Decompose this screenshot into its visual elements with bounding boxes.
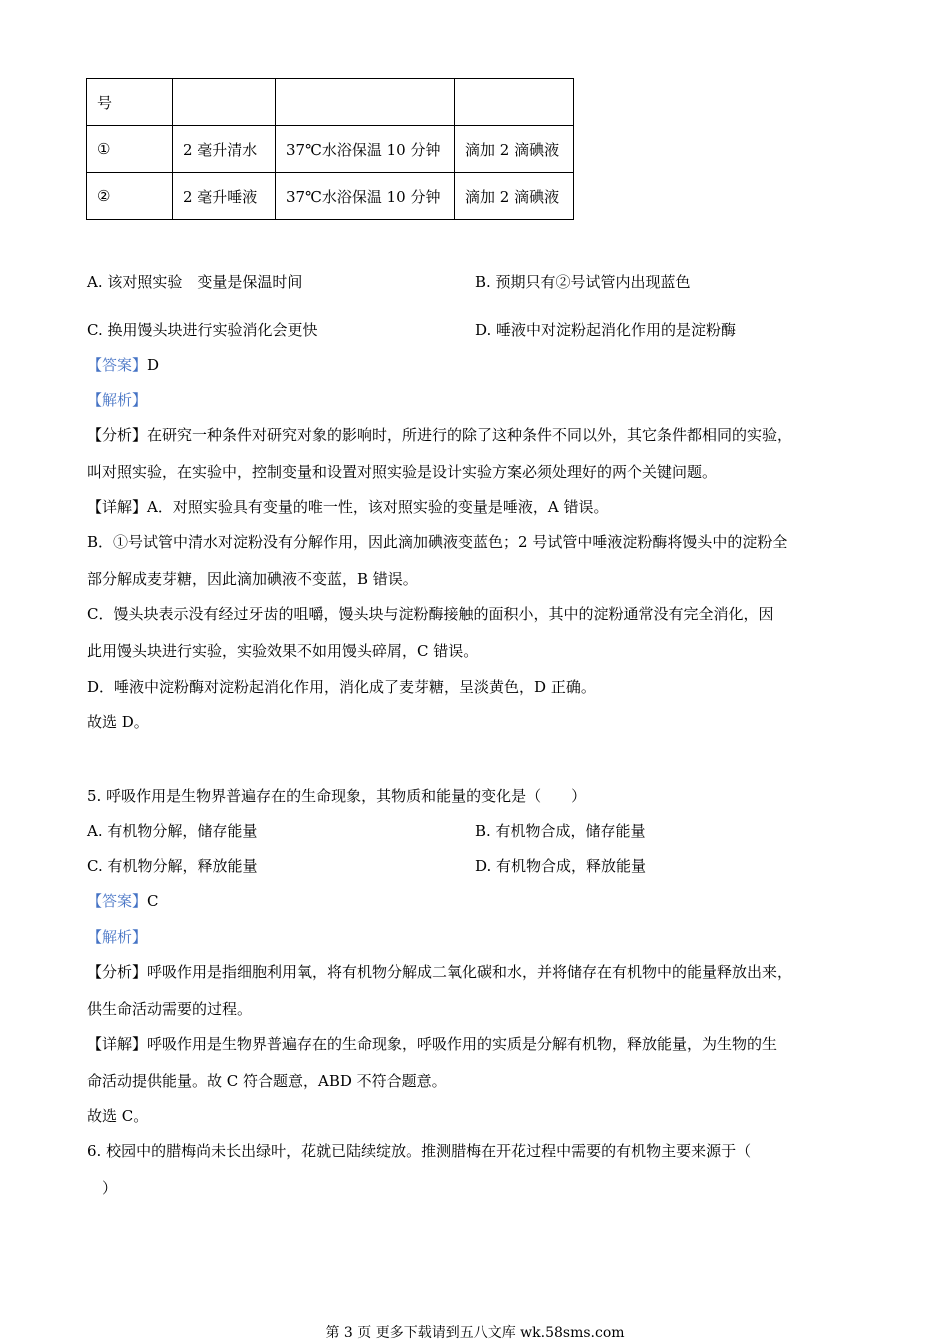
q4-xiangjie-c-2: 此用馒头块进行实验，实验效果不如用馒头碎屑，C 错误。 <box>87 642 479 660</box>
fenxi-text: 在研究一种条件对研究对象的影响时，所进行的除了这种条件不同以外，其它条件都相同的实验， <box>147 426 793 444</box>
q5-option-d: D. 有机物合成，释放能量 <box>475 857 647 875</box>
answer-value: D <box>147 356 160 374</box>
q5-answer <box>87 891 159 911</box>
q4-xiangjie-d: D．唾液中淀粉酶对淀粉起消化作用，消化成了麦芽糖，呈淡黄色，D 正确。 <box>87 678 596 696</box>
q4-fenxi-line-2: 叫对照实验，在实验中，控制变量和设置对照实验是设计实验方案必须处理好的两个关键问题。 <box>87 463 718 481</box>
q5-option-a: A. 有机物分解，储存能量 <box>87 822 258 840</box>
q5-xiangjie-line-2: 命活动提供能量。故 C 符合题意，ABD 不符合题意。 <box>87 1072 447 1090</box>
q5-xiangjie-line-1 <box>87 1034 777 1054</box>
q4-xiangjie-b-1: B．①号试管中清水对淀粉没有分解作用，因此滴加碘液变蓝色；2 号试管中唾液淀粉酶将馒头中的淀粉全 <box>87 533 788 551</box>
table-cell: 37℃水浴保温 10 分钟 <box>276 126 455 173</box>
answer-tag: 【答案】 <box>87 356 148 374</box>
q5-option-b: B. 有机物合成，储存能量 <box>475 822 646 840</box>
xiangjie-tag: 【详解】 <box>87 498 148 516</box>
q4-xiangjie-a <box>87 497 608 517</box>
answer-tag: 【答案】 <box>87 892 148 910</box>
table-cell: 滴加 2 滴碘液 <box>455 173 574 220</box>
q5-option-c: C. 有机物分解，释放能量 <box>87 857 258 875</box>
q5-conclusion: 故选 C。 <box>87 1107 149 1125</box>
table-cell: 号 <box>87 79 173 126</box>
q5-fenxi-line-2: 供生命活动需要的过程。 <box>87 1000 253 1018</box>
table-row <box>87 173 574 220</box>
fenxi-tag: 【分析】 <box>87 426 148 444</box>
table-cell: ① <box>87 126 173 173</box>
xiangjie-text: A．对照实验具有变量的唯一性，该对照实验的变量是唾液，A 错误。 <box>147 498 609 516</box>
q5-fenxi-line-1 <box>87 962 792 982</box>
table-cell <box>173 79 276 126</box>
answer-value: C <box>147 892 159 910</box>
table-row <box>87 79 574 126</box>
q6-stem-line-2: ） <box>87 1179 118 1197</box>
q5-stem: 5. 呼吸作用是生物界普遍存在的生命现象，其物质和能量的变化是（ ） <box>87 787 587 805</box>
q4-option-c: C. 换用馒头块进行实验消化会更快 <box>87 321 318 339</box>
q4-fenxi-line-1 <box>87 425 792 445</box>
table-cell <box>276 79 455 126</box>
q4-xiangjie-b-2: 部分解成麦芽糖，因此滴加碘液不变蓝，B 错误。 <box>87 570 418 588</box>
experiment-table <box>86 78 574 220</box>
page-footer: 第 3 页 更多下载请到五八文库 wk.58sms.com <box>325 1325 625 1341</box>
table-cell: ② <box>87 173 173 220</box>
q4-conclusion: 故选 D。 <box>87 713 149 731</box>
q4-xiangjie-c-1: C．馒头块表示没有经过牙齿的咀嚼，馒头块与淀粉酶接触的面积小，其中的淀粉通常没有完全消化，因 <box>87 605 774 623</box>
table-row <box>87 126 574 173</box>
q6-stem-line-1: 6. 校园中的腊梅尚未长出绿叶，花就已陆续绽放。推测腊梅在开花过程中需要的有机物主要来源于（ <box>87 1142 752 1160</box>
table-cell: 滴加 2 滴碘液 <box>455 126 574 173</box>
table-cell: 2 毫升唾液 <box>173 173 276 220</box>
q4-option-d: D. 唾液中对淀粉起消化作用的是淀粉酶 <box>475 321 737 339</box>
xiangjie-text: 呼吸作用是生物界普遍存在的生命现象，呼吸作用的实质是分解有机物，释放能量，为生物的生 <box>147 1035 778 1053</box>
q4-analysis-tag: 【解析】 <box>87 391 148 409</box>
q4-option-b: B. 预期只有②号试管内出现蓝色 <box>475 273 691 291</box>
table-cell: 37℃水浴保温 10 分钟 <box>276 173 455 220</box>
q5-analysis-tag: 【解析】 <box>87 928 148 946</box>
table-cell: 2 毫升清水 <box>173 126 276 173</box>
q4-option-a: A. 该对照实验 变量是保温时间 <box>87 273 303 291</box>
fenxi-tag: 【分析】 <box>87 963 148 981</box>
xiangjie-tag: 【详解】 <box>87 1035 148 1053</box>
table-cell <box>455 79 574 126</box>
q4-answer <box>87 355 159 375</box>
fenxi-text: 呼吸作用是指细胞利用氧，将有机物分解成二氧化碳和水，并将储存在有机物中的能量释放出来， <box>147 963 793 981</box>
